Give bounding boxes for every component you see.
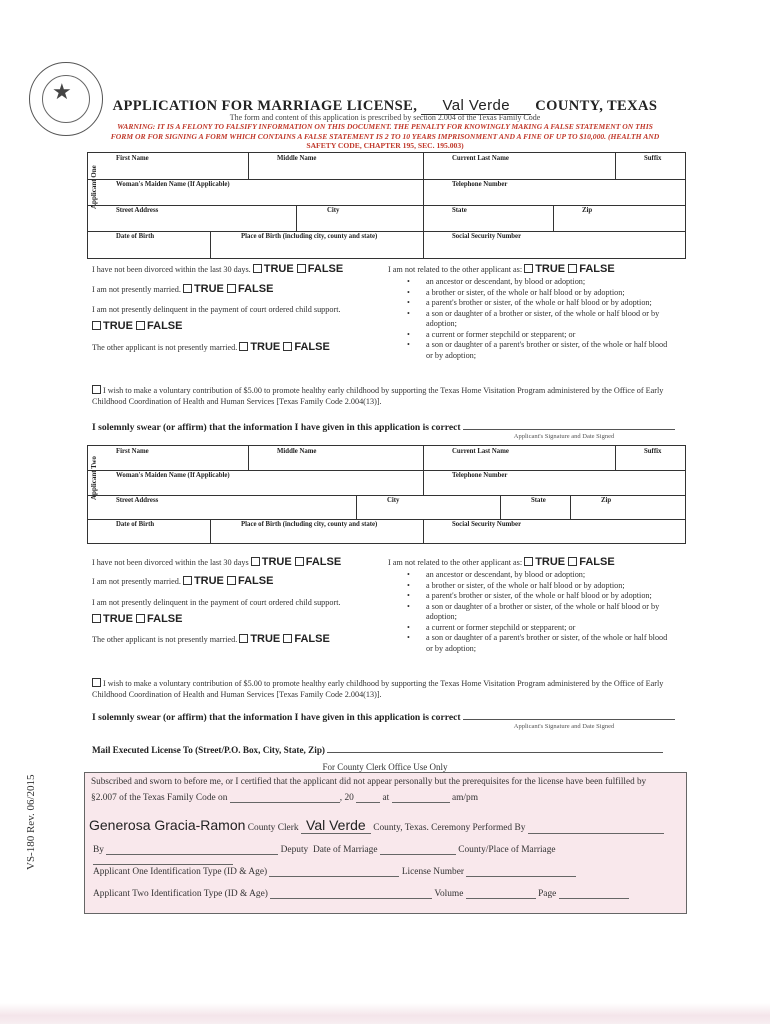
checkbox-true[interactable]	[183, 284, 192, 293]
signature-caption-two: Applicant's Signature and Date Signed	[513, 723, 615, 730]
office-app2-line	[93, 889, 629, 899]
middle-name-field[interactable]: Middle Name	[248, 446, 423, 470]
checkbox-true[interactable]	[239, 342, 248, 351]
year-prefix: , 20	[339, 793, 354, 803]
true-false-options	[183, 283, 273, 295]
title-suffix: COUNTY, TEXAS	[535, 98, 658, 114]
checkbox-false[interactable]	[227, 284, 236, 293]
stmt-related-text: I am not related to the other applicant as:	[388, 265, 523, 274]
signature-line-two[interactable]	[463, 719, 675, 720]
relation-item: • a current or former stepchild or stepparent; or	[403, 623, 673, 634]
contribution-one	[92, 385, 682, 407]
stmt-related-text: I am not related to the other applicant as:	[388, 558, 523, 567]
stmt-related-two	[388, 556, 615, 568]
false-label: FALSE	[294, 633, 330, 645]
form-revision: VS-180 Rev. 06/2015	[25, 774, 37, 870]
checkbox-false[interactable]	[136, 614, 145, 623]
applicant-two-row-birth	[88, 519, 685, 543]
subtitle: The form and content of this application is prescribed by section 2.004 of the Texas Family Code	[229, 113, 541, 122]
telephone-field[interactable]: Telephone Number	[423, 179, 685, 205]
contribution-text: I wish to make a voluntary contribution of $5.00 to promote healthy early childhood by supporting the Texas Home Visitation Program administered by the Office of Early	[103, 679, 664, 688]
place-of-marriage-label: County/Place of Marriage	[458, 845, 556, 855]
deputy-label: Deputy	[280, 845, 309, 855]
state-field[interactable]: State	[500, 495, 570, 519]
office-use-heading: For County Clerk Office Use Only	[322, 762, 448, 772]
checkbox-true[interactable]	[92, 321, 101, 330]
checkbox-false[interactable]	[295, 557, 304, 566]
app2-id-field[interactable]	[270, 889, 432, 899]
time-field[interactable]	[392, 793, 450, 803]
stmt-delinquent-options-one	[92, 320, 182, 332]
checkbox-false[interactable]	[568, 557, 577, 566]
true-label: TRUE	[193, 575, 224, 587]
true-false-options	[524, 556, 614, 568]
page-label: Page	[538, 889, 557, 899]
warning-text	[90, 122, 680, 151]
true-false-options	[253, 263, 343, 275]
ssn-field[interactable]: Social Security Number	[423, 519, 685, 543]
relation-item: • a son or daughter of a parent's brother or sister, of the whole or half blood or by adoption;	[403, 340, 673, 361]
state-field[interactable]: State	[423, 205, 553, 231]
true-label: TRUE	[263, 263, 294, 275]
warning-line-2: FORM OR FOR SIGNING A FORM WHICH CONTAINS A FALSE STATEMENT IS 2 TO 10 YEARS IMPRISONMENT AND A FINE OF UP TO $10,000. (HEALTH AND	[110, 131, 660, 141]
dob-field[interactable]: Date of Birth	[116, 521, 155, 528]
stmt-divorced-one	[92, 263, 343, 275]
page-field[interactable]	[559, 889, 629, 899]
stmt-divorced-text: I have not been divorced within the last 30 days	[92, 558, 249, 567]
bottom-edge	[0, 1003, 770, 1024]
by-label: By	[93, 845, 104, 855]
last-name-field[interactable]: Current Last Name	[423, 153, 615, 179]
middle-name-field[interactable]: Middle Name	[248, 153, 423, 179]
true-false-options	[92, 320, 182, 332]
relation-item: • a current or former stepchild or stepparent; or	[403, 330, 673, 341]
checkbox-true[interactable]	[239, 634, 248, 643]
zip-field[interactable]: Zip	[553, 205, 685, 231]
date-of-marriage-field[interactable]	[380, 845, 456, 855]
ceremony-label: County, Texas. Ceremony Performed By	[373, 823, 526, 833]
contribution-text-2: Childhood Coordination of Health and Human Services [Texas Family Code 2.004(13)].	[92, 690, 382, 699]
office-app1-line	[93, 867, 576, 877]
stmt-other-married-text: The other applicant is not presently married.	[92, 343, 238, 352]
checkbox-true[interactable]	[251, 557, 260, 566]
stmt-other-married-text: The other applicant is not presently married.	[92, 635, 238, 644]
checkbox-false[interactable]	[227, 576, 236, 585]
zip-field[interactable]: Zip	[570, 495, 685, 519]
suffix-field[interactable]: Suffix	[615, 446, 685, 470]
street-field[interactable]: Street Address	[116, 497, 159, 504]
county-field[interactable]: Val Verde	[421, 97, 531, 115]
relation-item: • a son or daughter of a brother or sister, of the whole or half blood or by adoption;	[403, 602, 673, 623]
stmt-other-married-two	[92, 633, 330, 645]
true-label: TRUE	[250, 633, 281, 645]
true-label: TRUE	[250, 341, 281, 353]
street-field[interactable]: Street Address	[116, 207, 159, 214]
applicant-two-row-name	[88, 446, 685, 471]
office-sworn-text: Subscribed and sworn to before me, or I certified that the applicant did not appear personally but the prerequisites for the license have been fulfilled by	[91, 776, 647, 786]
false-label: FALSE	[237, 283, 274, 295]
swear-text: I solemnly swear (or affirm) that the information I have given in this application is correct	[92, 422, 461, 433]
telephone-field[interactable]: Telephone Number	[423, 470, 685, 495]
stmt-related-one	[388, 263, 615, 275]
maiden-name-field[interactable]: Woman's Maiden Name (If Applicable)	[116, 181, 230, 188]
office-date-line	[91, 793, 478, 803]
mail-license-line	[92, 742, 663, 755]
checkbox-true[interactable]	[92, 614, 101, 623]
warning-line-1: WARNING: IT IS A FELONY TO FALSIFY INFORMATION ON THIS DOCUMENT. THE PENALTY FOR KNOWINGLY MAKING A FALSE STATEMENT ON THIS	[117, 122, 653, 131]
false-label: FALSE	[307, 263, 344, 275]
license-number-label: License Number	[401, 867, 465, 877]
stmt-divorced-two	[92, 556, 341, 568]
volume-label: Volume	[434, 889, 464, 899]
applicant-one-label: Applicant One	[90, 165, 98, 209]
false-label: FALSE	[579, 556, 615, 568]
ampm-label: am/pm	[451, 793, 479, 803]
year-field[interactable]	[356, 793, 380, 803]
checkbox-true[interactable]	[253, 264, 262, 273]
city-field[interactable]: City	[356, 495, 500, 519]
applicant-one-row-address	[88, 205, 685, 232]
date-field[interactable]	[230, 793, 340, 803]
stmt-divorced-text: I have not been divorced within the last 30 days.	[92, 265, 251, 274]
true-false-options	[183, 575, 273, 587]
clerk-name-field[interactable]: Generosa Gracia-Ramon	[89, 817, 246, 833]
first-name-field[interactable]: First Name	[116, 448, 149, 455]
true-label: TRUE	[535, 556, 566, 568]
stmt-other-married-one	[92, 341, 330, 353]
false-label: FALSE	[147, 613, 183, 625]
swear-text: I solemnly swear (or affirm) that the information I have given in this application is correct	[92, 712, 461, 723]
checkbox-true[interactable]	[183, 576, 192, 585]
relation-item: • a parent's brother or sister, of the whole or half blood or by adoption;	[403, 591, 673, 602]
true-false-options	[239, 341, 329, 353]
mail-address-field[interactable]	[327, 742, 663, 753]
false-label: FALSE	[294, 341, 330, 353]
app1-id-field[interactable]	[269, 867, 399, 877]
relation-item: • a son or daughter of a brother or sister, of the whole or half blood or by adoption;	[403, 309, 673, 330]
false-label: FALSE	[147, 320, 183, 332]
stmt-delinquent-options-two	[92, 613, 182, 625]
dob-field[interactable]: Date of Birth	[116, 233, 155, 240]
app2-id-label: Applicant Two Identification Type (ID & Age)	[93, 889, 268, 899]
stmt-married-one	[92, 283, 273, 295]
pob-field[interactable]: Place of Birth (including city, county and state)	[210, 231, 423, 258]
false-label: FALSE	[305, 556, 342, 568]
office-county-field[interactable]: Val Verde	[301, 817, 371, 834]
false-label: FALSE	[237, 575, 274, 587]
volume-field[interactable]	[466, 889, 536, 899]
checkbox-true[interactable]	[524, 557, 533, 566]
at-label: at	[382, 793, 390, 803]
checkbox-false[interactable]	[283, 634, 292, 643]
true-false-options	[251, 556, 341, 568]
pob-field[interactable]: Place of Birth (including city, county and state)	[210, 519, 423, 543]
false-label: FALSE	[579, 263, 615, 275]
suffix-field[interactable]: Suffix	[615, 153, 685, 179]
true-label: TRUE	[535, 263, 566, 275]
relation-item: • a son or daughter of a parent's brother or sister, of the whole or half blood or by adoption;	[403, 633, 673, 654]
true-label: TRUE	[103, 613, 133, 625]
relation-item: • a parent's brother or sister, of the whole or half blood or by adoption;	[403, 298, 673, 309]
signature-caption-one: Applicant's Signature and Date Signed	[513, 433, 615, 440]
office-use-box	[84, 772, 687, 914]
contribution-checkbox[interactable]	[92, 385, 101, 394]
ssn-field[interactable]: Social Security Number	[423, 231, 685, 258]
mail-text: Mail Executed License To (Street/P.O. Box, City, State, Zip)	[92, 745, 325, 755]
swear-statement-one	[92, 422, 675, 433]
place-of-marriage-field[interactable]	[93, 855, 233, 865]
by-field[interactable]	[106, 845, 278, 855]
applicant-two-row-maiden	[88, 470, 685, 496]
contribution-text-2: Childhood Coordination of Health and Human Services [Texas Family Code 2.004(13)].	[92, 397, 382, 406]
checkbox-true[interactable]	[524, 264, 533, 273]
applicant-one-row-birth	[88, 231, 685, 258]
relation-item: • an ancestor or descendant, by blood or adoption;	[403, 570, 673, 581]
office-clerk-line	[89, 817, 685, 834]
swear-statement-two	[92, 712, 675, 723]
title-prefix: APPLICATION FOR MARRIAGE LICENSE,	[112, 98, 418, 114]
maiden-name-field[interactable]: Woman's Maiden Name (If Applicable)	[116, 472, 230, 479]
contribution-checkbox[interactable]	[92, 678, 101, 687]
city-field[interactable]: City	[296, 205, 423, 231]
office-deputy-line	[93, 845, 686, 865]
true-false-options	[524, 263, 614, 275]
true-label: TRUE	[261, 556, 292, 568]
stmt-married-text: I am not presently married.	[92, 577, 181, 586]
relations-list-one	[403, 277, 673, 361]
last-name-field[interactable]: Current Last Name	[423, 446, 615, 470]
applicant-one-table	[87, 152, 686, 259]
checkbox-false[interactable]	[136, 321, 145, 330]
county-clerk-label: County Clerk	[247, 823, 299, 833]
applicant-one-row-maiden	[88, 179, 685, 206]
checkbox-false[interactable]	[283, 342, 292, 351]
relation-item: • a brother or sister, of the whole or half blood or by adoption;	[403, 288, 673, 299]
warning-line-3: SAFETY CODE, CHAPTER 195, SEC. 195.003)	[306, 141, 464, 150]
true-label: TRUE	[103, 320, 133, 332]
app1-id-label: Applicant One Identification Type (ID & Age)	[93, 867, 268, 877]
license-number-field[interactable]	[466, 867, 576, 877]
contribution-two	[92, 678, 682, 700]
relations-list-two	[403, 570, 673, 654]
applicant-two-label: Applicant Two	[90, 456, 98, 500]
first-name-field[interactable]: First Name	[116, 155, 149, 162]
checkbox-false[interactable]	[297, 264, 306, 273]
applicant-one-row-name	[88, 153, 685, 180]
stmt-delinquent-one: I am not presently delinquent in the payment of court ordered child support.	[92, 305, 341, 314]
stmt-married-text: I am not presently married.	[92, 285, 181, 294]
applicant-two-table	[87, 445, 686, 544]
stmt-delinquent-two: I am not presently delinquent in the payment of court ordered child support.	[92, 598, 341, 607]
true-label: TRUE	[193, 283, 224, 295]
relation-item: • an ancestor or descendant, by blood or adoption;	[403, 277, 673, 288]
stmt-married-two	[92, 575, 273, 587]
signature-line-one[interactable]	[463, 429, 675, 430]
star-icon: ★	[52, 79, 72, 104]
family-code-text: §2.007 of the Texas Family Code on	[91, 793, 228, 803]
ceremony-field[interactable]	[528, 824, 664, 834]
true-false-options	[92, 613, 182, 625]
contribution-text: I wish to make a voluntary contribution of $5.00 to promote healthy early childhood by supporting the Texas Home Visitation Program administered by the Office of Early	[103, 386, 664, 395]
relation-item: • a brother or sister, of the whole or half blood or by adoption;	[403, 581, 673, 592]
true-false-options	[239, 633, 329, 645]
date-of-marriage-label: Date of Marriage	[312, 845, 378, 855]
applicant-two-row-address	[88, 495, 685, 520]
checkbox-false[interactable]	[568, 264, 577, 273]
